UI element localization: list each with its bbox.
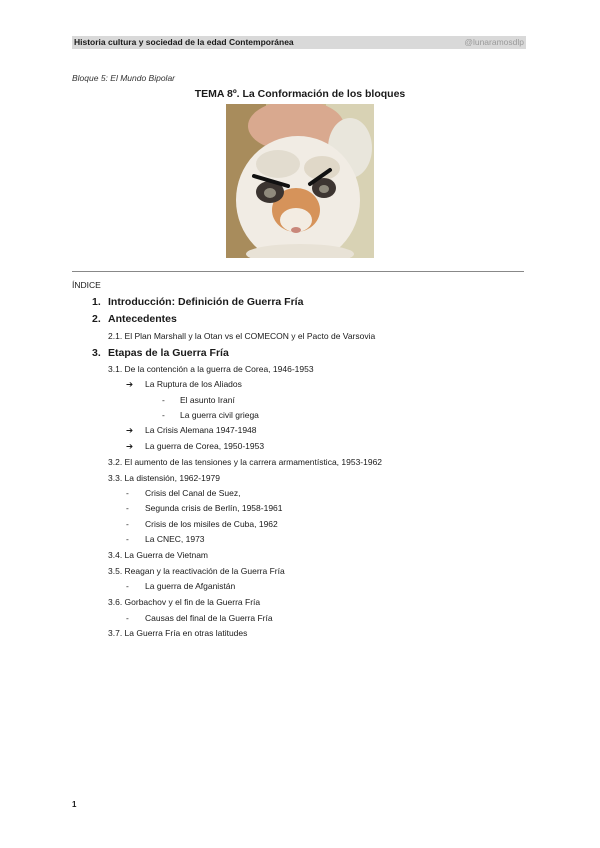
dash-marker: -	[126, 534, 129, 544]
index-1-number: 1.	[92, 296, 101, 308]
index-3-6: 3.6. Gorbachov y el fin de la Guerra Fría	[108, 597, 261, 607]
index-2-title: Antecedentes	[108, 313, 177, 325]
index-3-3-c: Crisis de los misiles de Cuba, 1962	[145, 519, 278, 529]
index-label: ÍNDICE	[72, 280, 101, 290]
dash-marker: -	[126, 581, 129, 591]
index-3-4: 3.4. La Guerra de Vietnam	[108, 550, 209, 560]
index-3-number: 3.	[92, 347, 101, 359]
index-2-number: 2.	[92, 313, 101, 325]
index-3-1-c: La guerra de Corea, 1950-1953	[145, 441, 265, 451]
index-3-3: 3.3. La distensión, 1962-1979	[108, 473, 221, 483]
index-3-1: 3.1. De la contención a la guerra de Corea, 1946-1953	[108, 364, 314, 374]
dash-marker: -	[126, 519, 129, 529]
dash-marker: -	[126, 503, 129, 513]
index-3-7: 3.7. La Guerra Fría en otras latitudes	[108, 628, 248, 638]
index-3-3-b: Segunda crisis de Berlín, 1958-1961	[145, 503, 283, 513]
index-3-3-a: Crisis del Canal de Suez,	[145, 488, 241, 498]
index-3-title: Etapas de la Guerra Fría	[108, 347, 229, 359]
page-number: 1	[72, 800, 77, 809]
block-label: Bloque 5: El Mundo Bipolar	[72, 73, 176, 83]
header-handle: @lunaramosdlp	[464, 37, 524, 47]
cat-photo	[226, 104, 374, 258]
dash-marker: -	[162, 395, 165, 405]
index-2-1: 2.1. El Plan Marshall y la Otan vs el COMECON y el Pacto de Varsovia	[108, 331, 376, 341]
dash-marker: -	[126, 613, 129, 623]
arrow-icon: ➔	[126, 441, 134, 451]
index-3-5-a: La guerra de Afganistán	[145, 581, 236, 591]
dash-marker: -	[162, 410, 165, 420]
index-3-5: 3.5. Reagan y la reactivación de la Guerra Fría	[108, 566, 285, 576]
index-3-6-a: Causas del final de la Guerra Fría	[145, 613, 273, 623]
arrow-icon: ➔	[126, 425, 134, 435]
arrow-icon: ➔	[126, 379, 134, 389]
divider	[72, 271, 524, 272]
index-1-title: Introducción: Definición de Guerra Fría	[108, 296, 304, 308]
index-3-1-a-2: La guerra civil griega	[180, 410, 259, 420]
index-3-2: 3.2. El aumento de las tensiones y la carrera armamentística, 1953-1962	[108, 457, 383, 467]
index-3-1-a: La Ruptura de los Aliados	[145, 379, 242, 389]
index-3-3-d: La CNEC, 1973	[145, 534, 205, 544]
index-3-1-a-1: El asunto Iraní	[180, 395, 235, 405]
index-3-1-b: La Crisis Alemana 1947-1948	[145, 425, 257, 435]
page-header	[72, 36, 526, 49]
dash-marker: -	[126, 488, 129, 498]
topic-title: TEMA 8º. La Conformación de los bloques	[194, 88, 406, 100]
header-title: Historia cultura y sociedad de la edad Contemporánea	[74, 37, 294, 47]
